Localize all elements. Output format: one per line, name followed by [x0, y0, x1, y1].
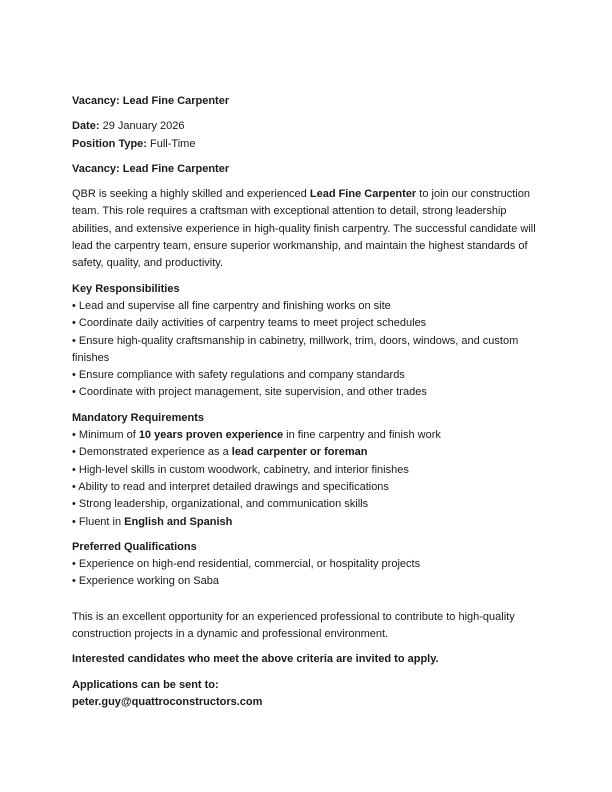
- meta-date-line: [72, 118, 540, 135]
- intro-text-2: to join our construction team. This role requires a craftsman with exceptional attention to detail, strong leadership abilities, and extensive experience in high-quality finish carpentry. The successful candidate will lead the carpentry team, ensure superior workmanship, and maintain the highest standards of safety, quality, and productivity.: [72, 188, 536, 270]
- meta-position-type-line: [72, 136, 540, 153]
- list-item: [72, 496, 540, 513]
- list-item: [72, 444, 540, 461]
- meta-block: [72, 118, 540, 153]
- applications-label: Applications can be sent to:: [72, 678, 219, 691]
- list-item: • Lead and supervise all fine carpentry and finishing works on site: [72, 299, 391, 312]
- list-item: • Coordinate daily activities of carpentry teams to meet project schedules: [72, 317, 427, 330]
- requirement-text: • Minimum of: [72, 429, 139, 442]
- requirement-bold: English and Spanish: [124, 515, 233, 528]
- call-to-action: Interested candidates who meet the above criteria are invited to apply.: [72, 653, 439, 666]
- list-item: [72, 462, 540, 479]
- position-type-value: Full-Time: [146, 137, 196, 150]
- requirement-text: in fine carpentry and finish work: [283, 429, 441, 442]
- closing-paragraph: This is an excellent opportunity for an experienced professional to contribute to high-quality construction projects in a dynamic and professional environment.: [72, 610, 515, 641]
- list-item: • Experience on high-end residential, commercial, or hospitality projects: [72, 558, 421, 571]
- preferred-list: [72, 556, 540, 591]
- responsibilities-heading: Key Responsibilities: [72, 282, 180, 295]
- list-item: • Coordinate with project management, site supervision, and other trades: [72, 386, 427, 399]
- applications-block: [72, 677, 540, 712]
- requirement-text: • High-level skills in custom woodwork, cabinetry, and interior finishes: [72, 463, 409, 476]
- list-item: • Experience working on Saba: [72, 575, 219, 588]
- preferred-heading: Preferred Qualifications: [72, 540, 197, 553]
- list-item: • Ensure compliance with safety regulations and company standards: [72, 369, 405, 382]
- intro-text-1: QBR is seeking a highly skilled and experienced: [72, 188, 310, 201]
- requirement-bold: lead carpenter or foreman: [231, 446, 368, 459]
- applications-email: peter.guy@quattroconstructors.com: [72, 695, 263, 708]
- date-value: 29 January 2026: [99, 120, 185, 133]
- list-item: [72, 514, 540, 531]
- list-item: [72, 427, 540, 444]
- requirement-text: • Demonstrated experience as a: [72, 446, 232, 459]
- intro-role-bold: Lead Fine Carpenter: [309, 188, 417, 201]
- date-label: Date:: [72, 120, 100, 133]
- requirements-list: [72, 427, 540, 531]
- intro-paragraph: [72, 186, 540, 272]
- document-title: Vacancy: Lead Fine Carpenter: [72, 95, 230, 107]
- responsibilities-list: [72, 298, 540, 402]
- requirement-text: • Ability to read and interpret detailed drawings and specifications: [72, 480, 389, 493]
- list-item: [72, 479, 540, 496]
- requirement-bold: 10 years proven experience: [138, 429, 284, 442]
- vacancy-heading: Vacancy: Lead Fine Carpenter: [72, 162, 230, 175]
- position-type-label: Position Type:: [72, 137, 147, 150]
- requirements-heading: Mandatory Requirements: [72, 411, 205, 424]
- list-item: • Ensure high-quality craftsmanship in cabinetry, millwork, trim, doors, windows, and custom finishes: [72, 334, 519, 364]
- requirement-text: • Fluent in: [72, 515, 125, 528]
- requirement-text: • Strong leadership, organizational, and communication skills: [72, 498, 369, 511]
